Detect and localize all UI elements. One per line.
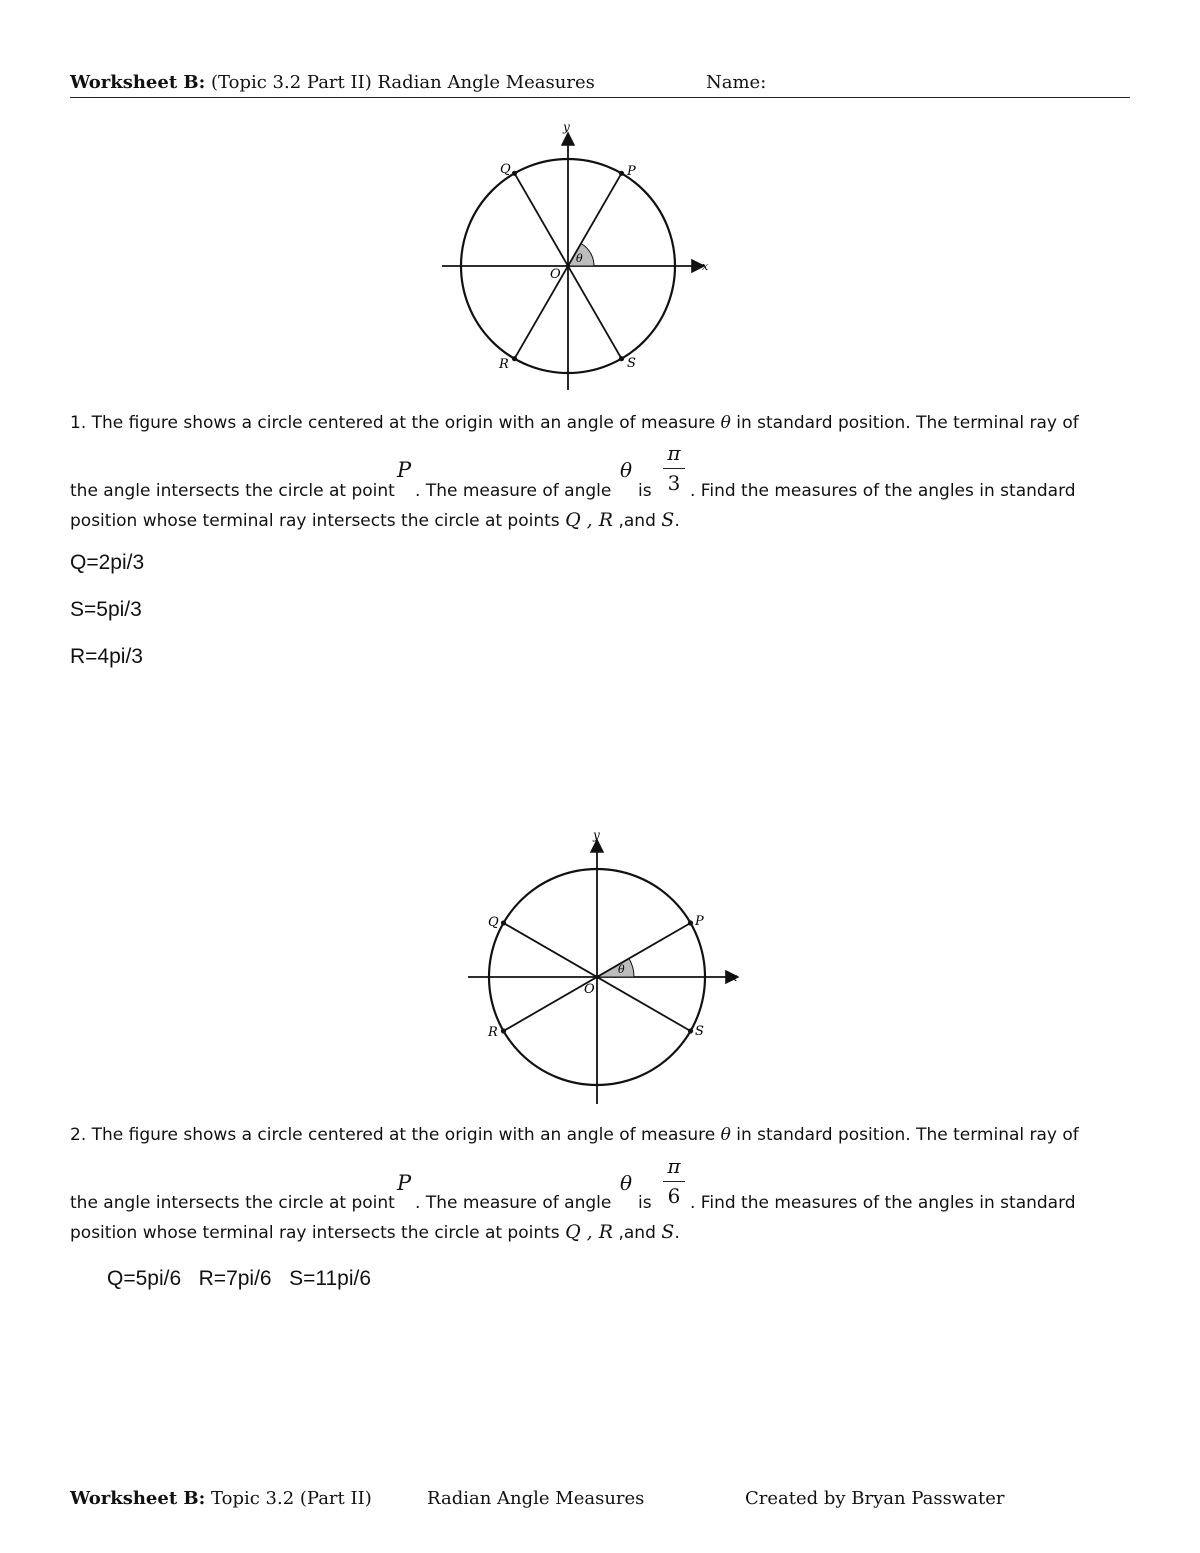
q2-frac-num: π (667, 1154, 681, 1178)
q2-point-P: P (397, 1171, 412, 1195)
q1-theta: θ (620, 458, 633, 482)
label-Q: Q (488, 915, 499, 930)
origin-label: O (550, 267, 561, 282)
q1-line-2b: . The measure of angle (415, 481, 612, 501)
answer-1-s: S=5pi/3 (70, 598, 142, 621)
x-label: x (702, 260, 709, 273)
point-R (501, 1028, 506, 1033)
label-Q: Q (500, 162, 511, 177)
name-label: Name: (706, 72, 767, 93)
label-R: R (488, 1025, 498, 1040)
q1-point-P: P (397, 458, 412, 482)
q2-fraction (659, 1154, 689, 1208)
q1-frac-num: π (667, 441, 681, 465)
q1-line-3: position whose terminal ray intersects the circle at points Q , R ,and S. (70, 509, 680, 531)
label-R: R (499, 357, 509, 372)
q1-line-2c: . Find the measures of the angles in standard (690, 481, 1076, 501)
origin-point (566, 264, 570, 268)
label-S: S (627, 356, 636, 371)
q2-line-3: position whose terminal ray intersects the circle at points Q , R ,and S. (70, 1221, 680, 1243)
q2-line-2a: the angle intersects the circle at point (70, 1193, 395, 1213)
answer-1-q: Q=2pi/3 (70, 551, 145, 574)
point-R (512, 356, 517, 361)
point-S (619, 356, 624, 361)
origin-label: O (584, 982, 595, 997)
footer-credit: Created by Bryan Passwater (745, 1488, 1005, 1509)
q1-frac-den: 3 (667, 471, 681, 495)
figure-2-unit-circle (460, 826, 750, 1111)
header-rule (70, 97, 1130, 98)
q2-theta: θ (620, 1171, 633, 1195)
q1-is: is (638, 481, 652, 501)
q2-is: is (638, 1193, 652, 1213)
point-S (688, 1028, 693, 1033)
q2-line-2b: . The measure of angle (415, 1193, 612, 1213)
y-label: y (563, 120, 570, 134)
q1-line-2a: the angle intersects the circle at point (70, 481, 395, 501)
point-P (688, 920, 693, 925)
x-label: x (731, 971, 738, 984)
point-Q (512, 171, 517, 176)
q1-line-1: 1. The figure shows a circle centered at the origin with an angle of measure θ in standard position. The terminal ray of (70, 413, 1079, 433)
point-Q (501, 920, 506, 925)
q2-frac-den: 6 (667, 1184, 681, 1208)
label-P: P (627, 164, 636, 179)
q1-fraction (659, 441, 689, 495)
theta-label: θ (618, 963, 625, 976)
q2-frac-bar (663, 1181, 685, 1182)
footer-worksheet: Worksheet B: Topic 3.2 (Part II) (70, 1488, 372, 1509)
q2-line-1: 2. The figure shows a circle centered at the origin with an angle of measure θ in standard position. The terminal ray of (70, 1125, 1079, 1145)
q2-line-2c: . Find the measures of the angles in standard (690, 1193, 1076, 1213)
point-P (619, 171, 624, 176)
q1-frac-bar (663, 468, 685, 469)
figure-1-unit-circle (430, 115, 730, 395)
origin-point (595, 975, 599, 979)
y-label: y (593, 828, 600, 842)
header-title: Worksheet B: (Topic 3.2 Part II) Radian Angle Measures (70, 72, 595, 93)
label-P: P (695, 914, 704, 929)
footer-title: Radian Angle Measures (427, 1488, 645, 1509)
label-S: S (695, 1024, 704, 1039)
theta-label: θ (576, 252, 583, 265)
answer-1-r: R=4pi/3 (70, 645, 143, 668)
answer-2: Q=5pi/6 R=7pi/6 S=11pi/6 (107, 1267, 372, 1290)
